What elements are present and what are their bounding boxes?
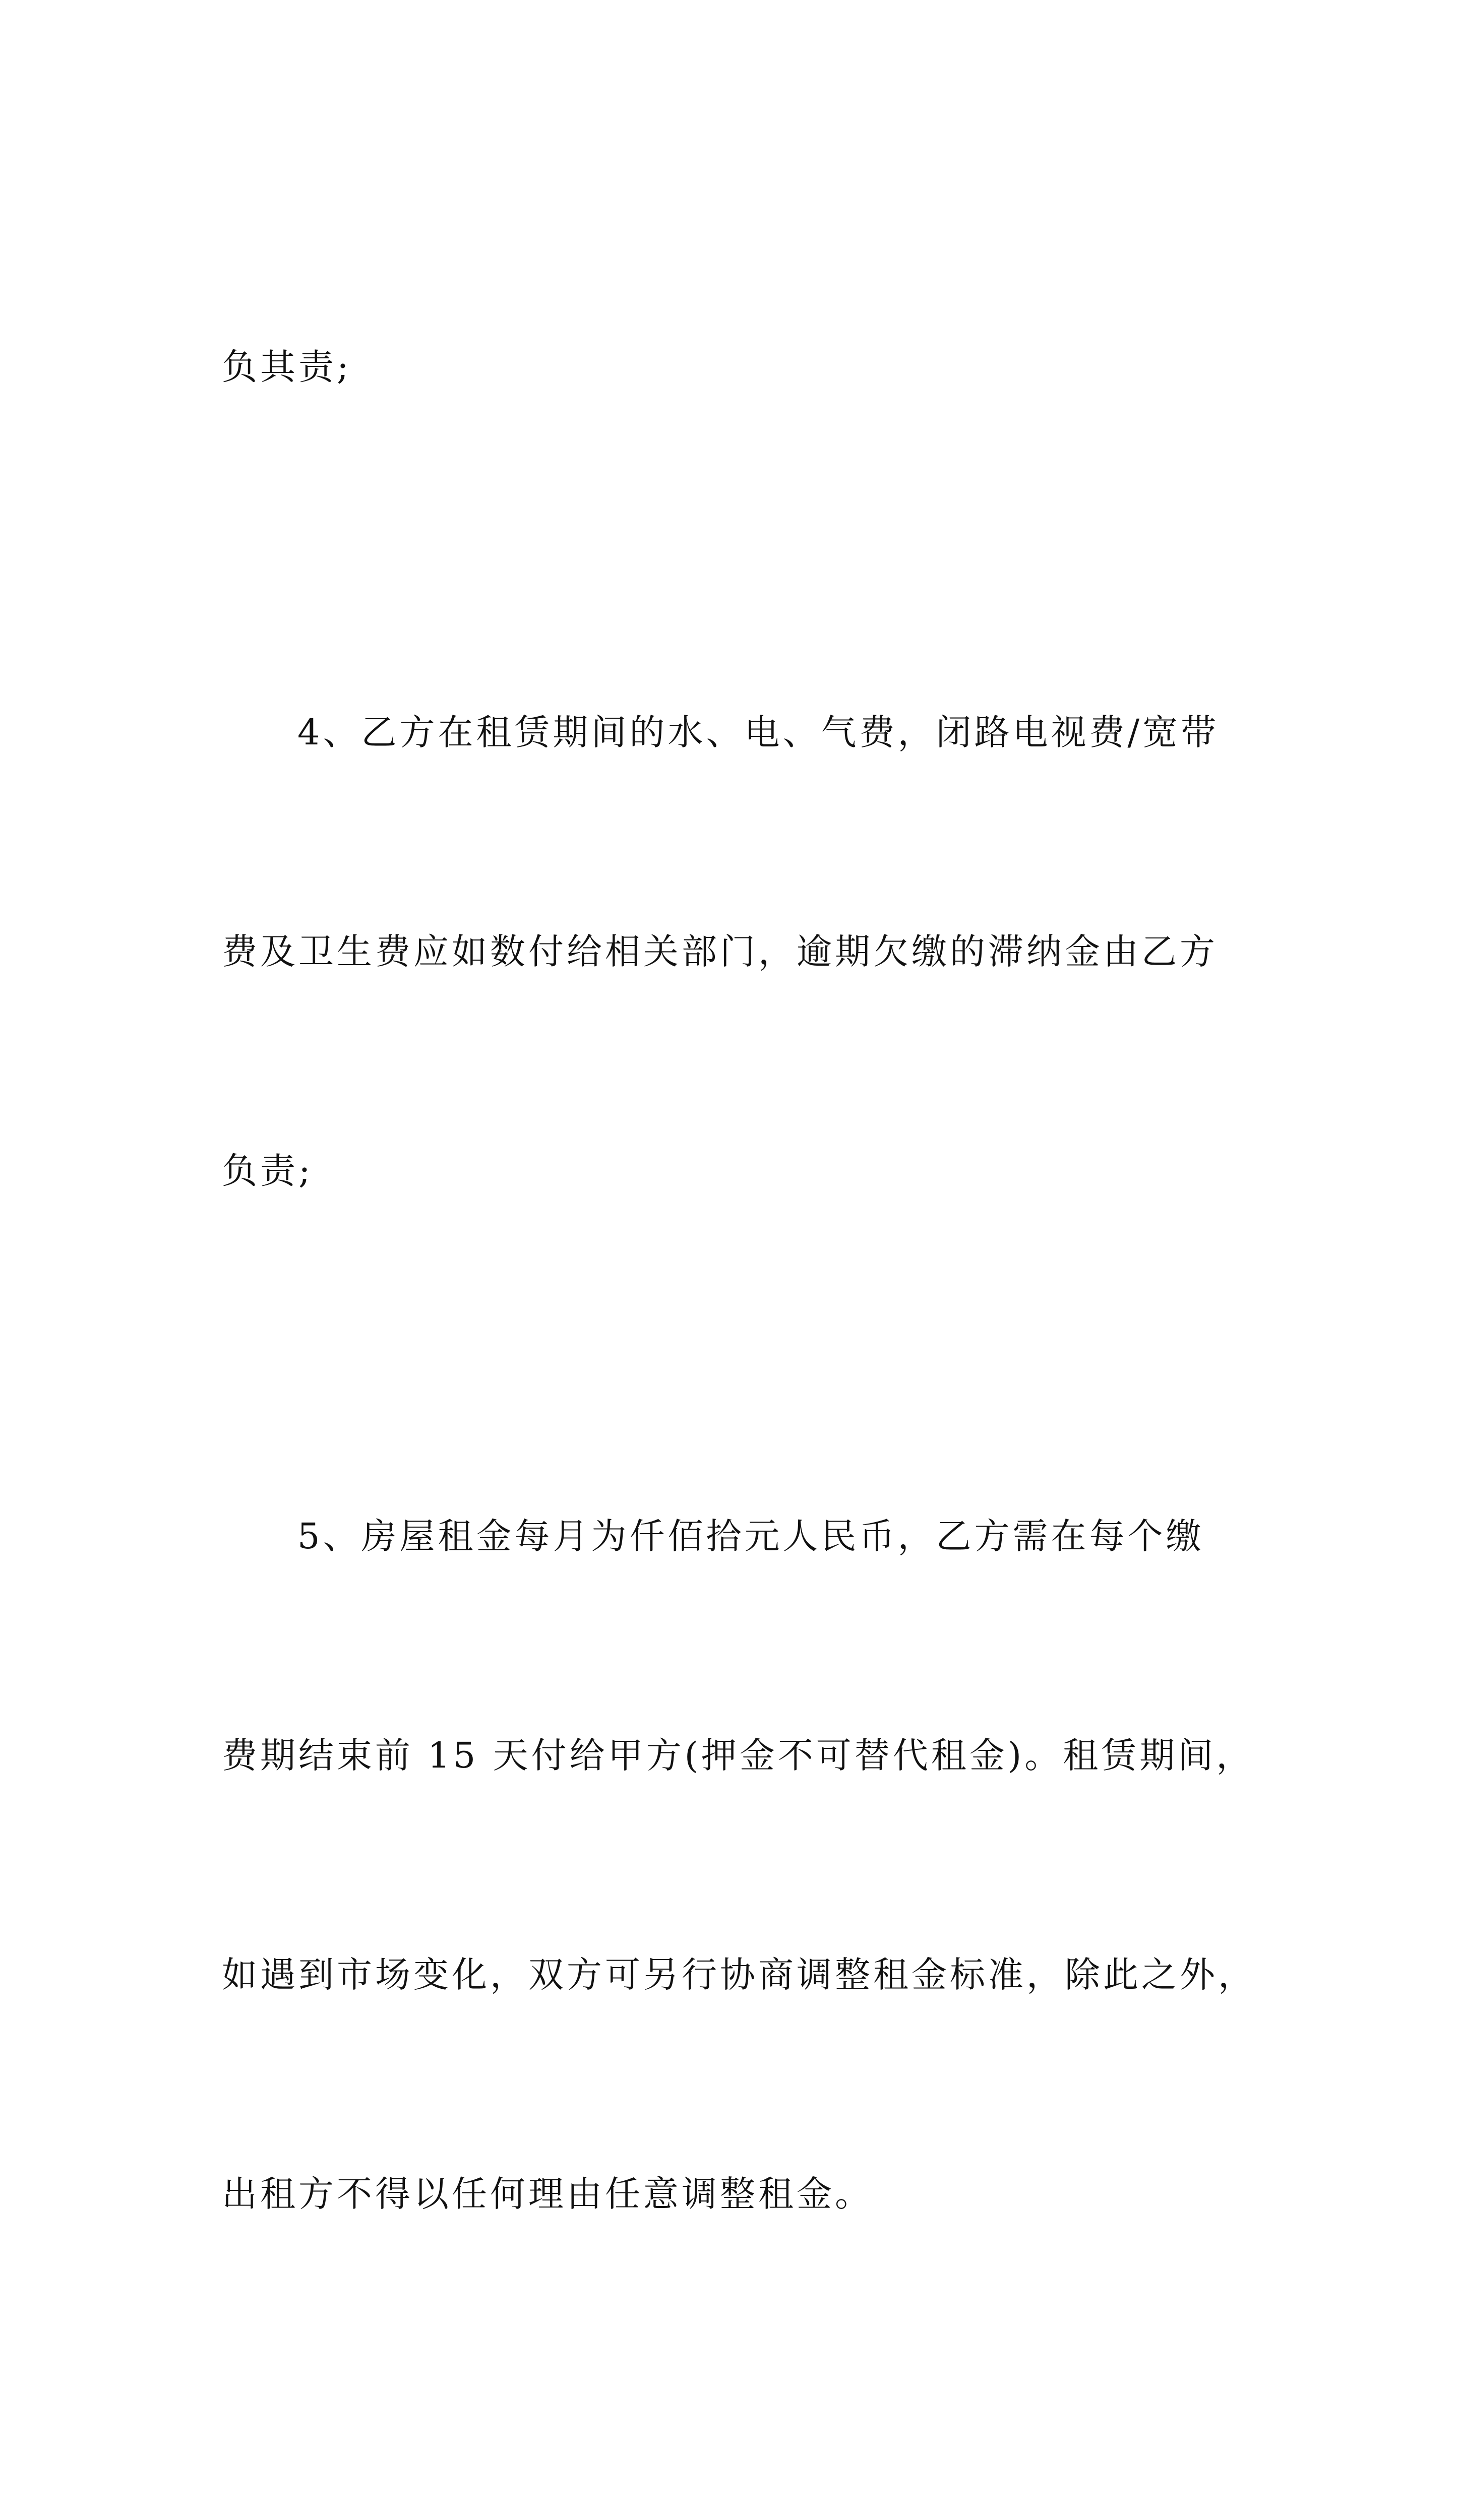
text-line: 负责; [222,1150,314,1191]
document-body [222,184,1256,2520]
text-line: 如遇到市场变化，双方可另行协商调整租金标准，除此之外， [222,1954,1256,1995]
clause-6 [222,2377,1240,2520]
text-line: 4、乙方在租赁期间的水、电、气费，闭路电视费/宽带 [297,712,1220,753]
clause-5 [222,1354,1256,2377]
text-line: 出租方不得以任何理由任意调整租金。 [222,2173,873,2215]
paragraph-continuation [222,184,1240,550]
text-line: 费及卫生费应如数付给相关部门，逾期欠缴的滞纳金由乙方 [222,931,1218,972]
text-line: 5、房屋租金每月为仟佰拾元人民币，乙方需在每个缴 [297,1516,1204,1557]
text-line: 费期结束前 15 天付给甲方(押金不可替代租金)。租赁期间， [222,1735,1255,1776]
clause-4 [222,550,1240,1354]
text-line: 负其责; [222,346,352,388]
